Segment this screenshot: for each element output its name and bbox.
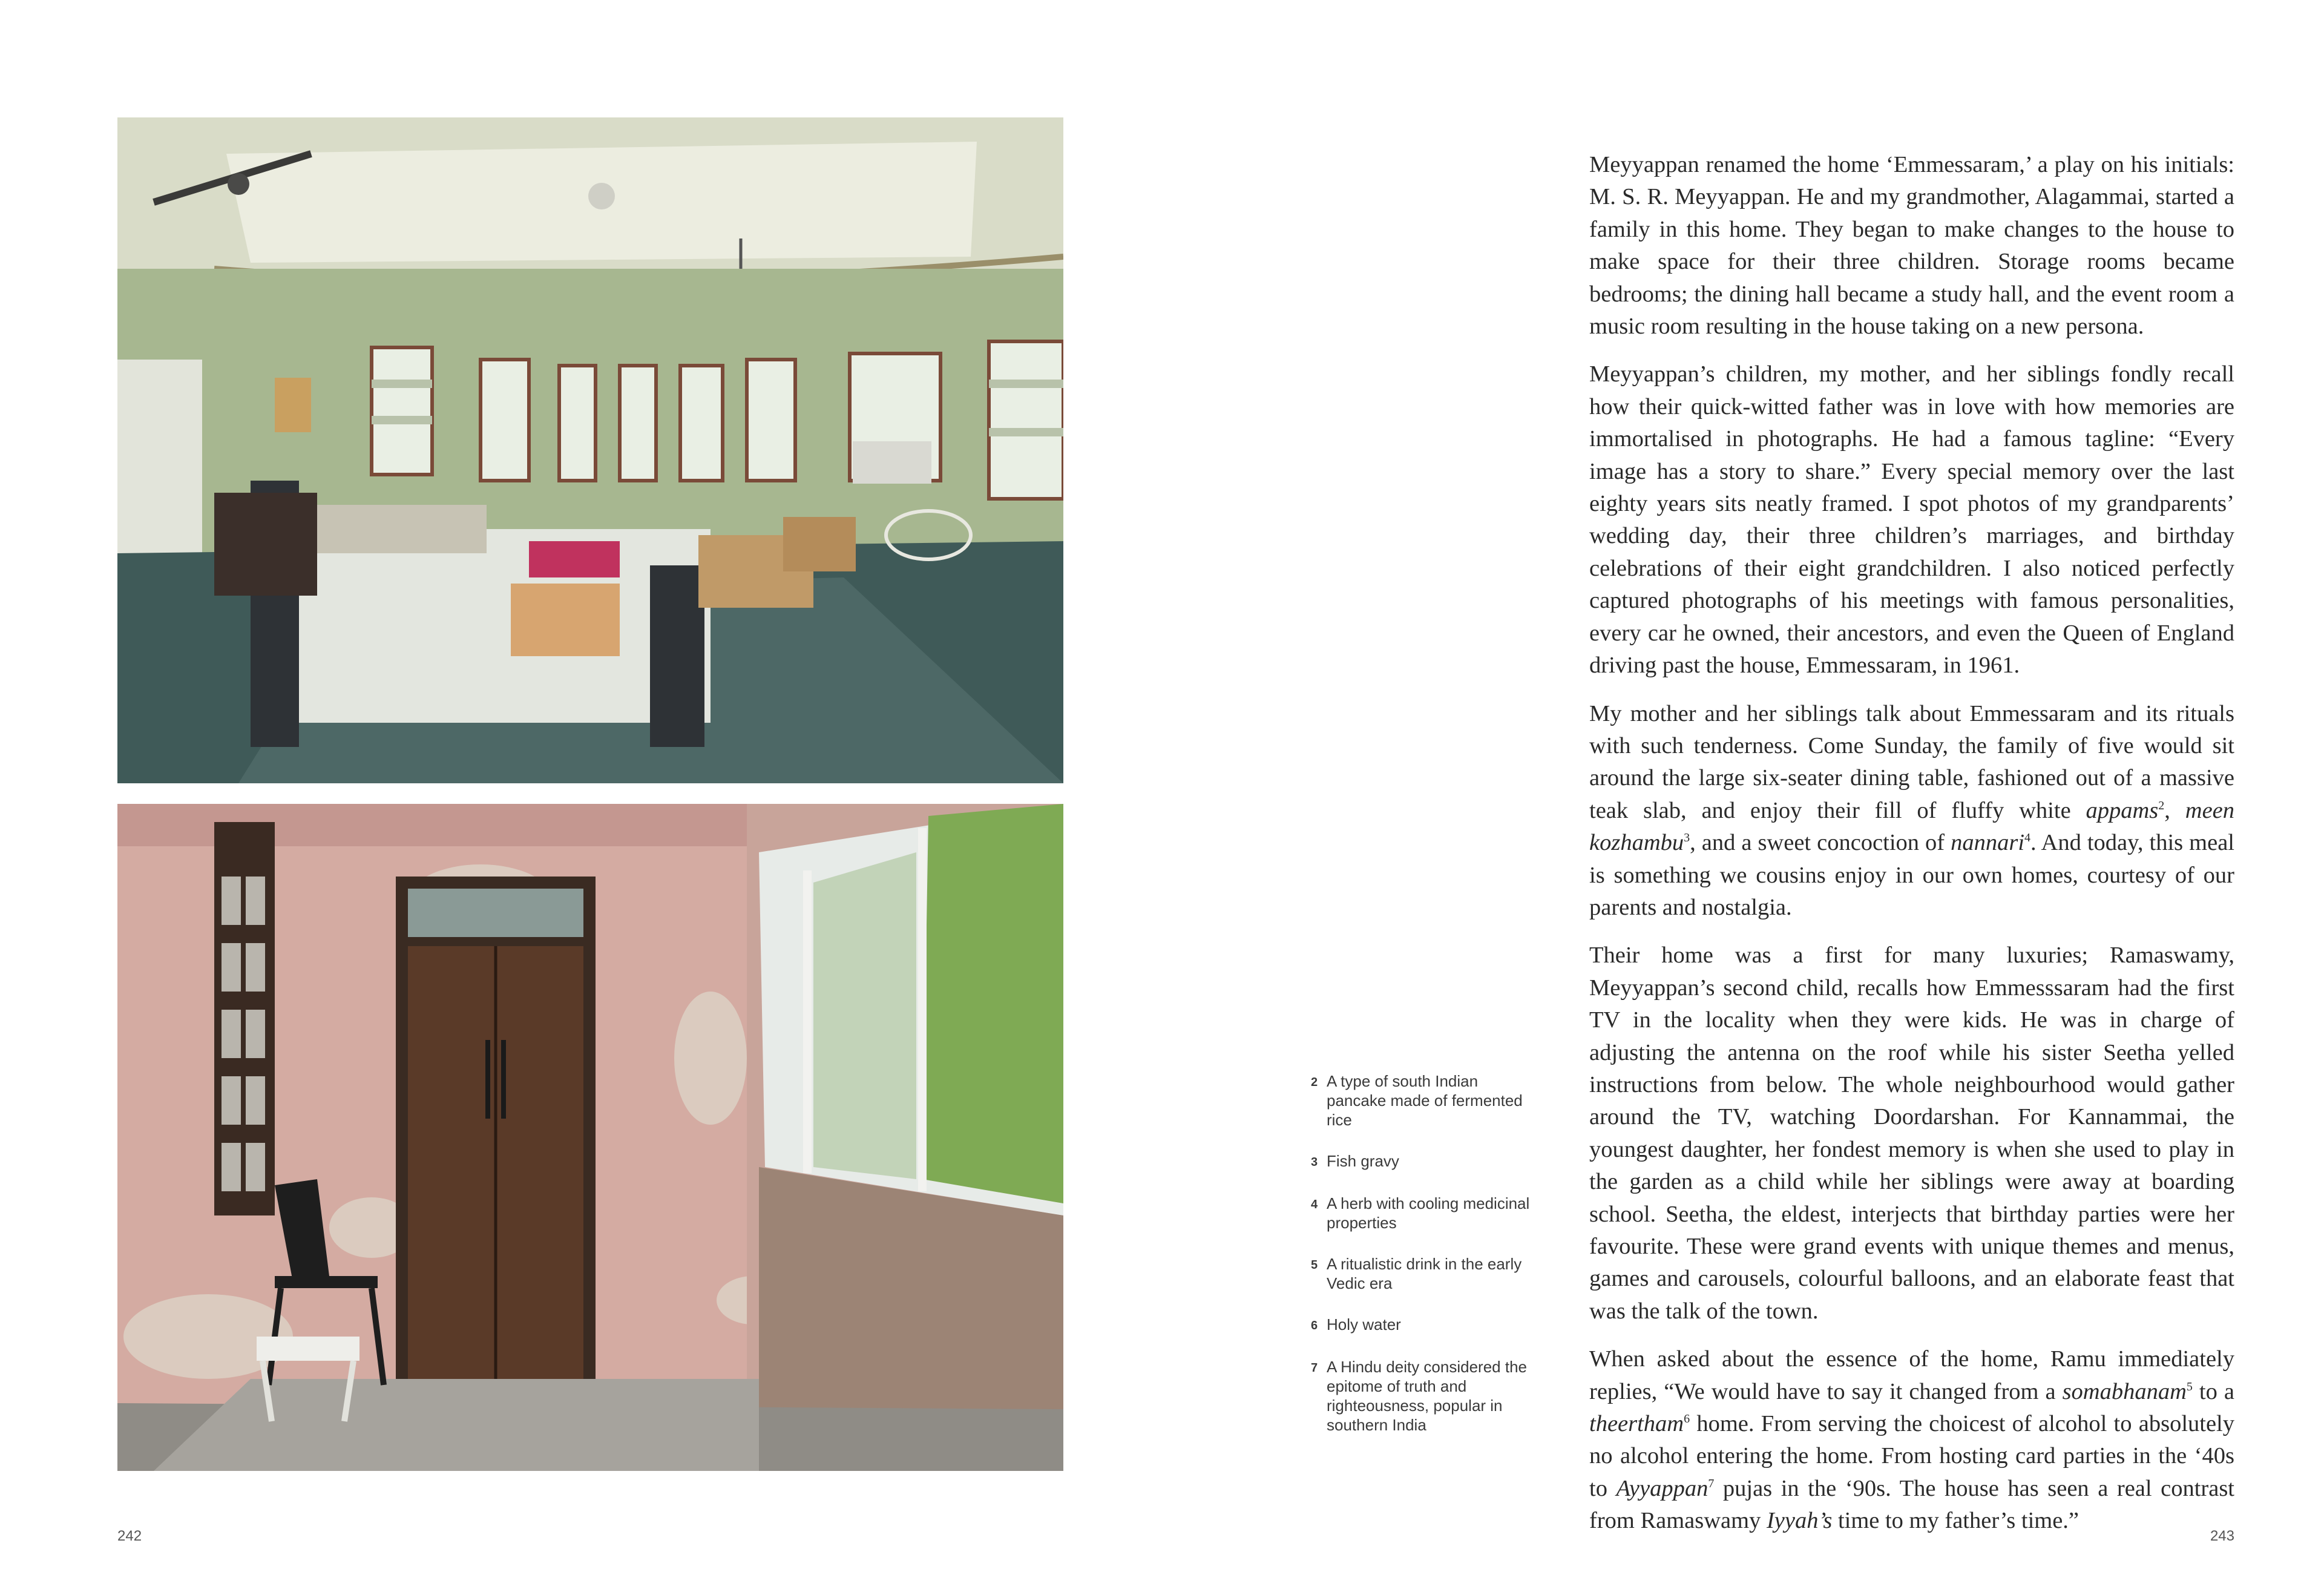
footnote-text: Holy water	[1327, 1315, 1401, 1334]
italic-term: nannari	[1951, 830, 2025, 856]
text-run: ,	[2164, 797, 2185, 823]
footnote	[1311, 1071, 1535, 1130]
footnote	[1311, 1151, 1535, 1172]
footnote-text: A Hindu deity considered the epitome of truth and righteousness, popular in southern India	[1327, 1358, 1527, 1434]
footnote-ref: 3	[1684, 831, 1690, 845]
text-run: When asked about the essence of the home, Ramu immediately replies, “We would have to say it changed from a	[1589, 1346, 2234, 1404]
text-run: My mother and her siblings talk about Emmessaram and its rituals with such tenderness. Come Sunday, the family of five would sit around the large six-seater dining table, fashioned out of a massive teak slab, and enjoy their fill of fluffy white	[1589, 700, 2234, 823]
footnote	[1311, 1315, 1535, 1335]
text-run: to a	[2192, 1378, 2234, 1404]
footnote-text: Fish gravy	[1327, 1152, 1399, 1170]
footnote-ref: 4	[2024, 831, 2031, 845]
article-body	[1589, 149, 2234, 1553]
corridor-photo	[117, 804, 1063, 1471]
italic-term: meen kozhambu	[1589, 797, 2234, 856]
footnote	[1311, 1194, 1535, 1232]
text-run: time to my father’s time.”	[1832, 1508, 2079, 1534]
footnote	[1311, 1357, 1535, 1435]
italic-term: somabhanam	[2062, 1378, 2187, 1404]
italic-term: Iyyah’s	[1766, 1508, 1833, 1534]
footnote-number: 4	[1311, 1198, 1318, 1211]
footnote-number: 6	[1311, 1319, 1318, 1332]
footnote-number: 5	[1311, 1258, 1318, 1272]
footnote-text: A type of south Indian pancake made of fermented rice	[1327, 1072, 1523, 1129]
footnote-number: 3	[1311, 1156, 1318, 1169]
footnote-number: 7	[1311, 1361, 1318, 1375]
footnote-ref: 2	[2158, 798, 2165, 812]
footnote-text: A herb with cooling medicinal properties	[1327, 1194, 1530, 1232]
paragraph: Meyyappan renamed the home ‘Emmessaram,’ a play on his initials: M. S. R. Meyyappan. He and my grandmother, Alagammai, started a family in this home. They began to make changes to the house to make space for their three children. Storage rooms became bedrooms; the dining hall became a study hall, and the event room a music room resulting in the house taking on a new persona.	[1589, 152, 2234, 340]
italic-term: appams	[2086, 797, 2159, 823]
text-run: pujas in the ‘90s. The house has seen a real contrast from Ramaswamy	[1589, 1475, 2235, 1534]
text-run: home. From serving the choicest of alcohol to absolutely no alcohol entering the home. From hosting card parties in the ‘40s to	[1589, 1411, 2234, 1501]
paragraph: Meyyappan’s children, my mother, and her siblings fondly recall how their quick-witted father was in love with how memories are immortalised in photographs. He had a famous tagline: “Every image has a story to share.” Every special memory over the last eighty years sits neatly framed. I spot photos of my grandparents’ wedding day, their three children’s marriages, and birthday celebrations of their eight grandchildren. I also noticed perfectly captured photographs of his meetings with famous personalities, every car he owned, their ancestors, and even the Queen of England driving past the house, Emmessaram, in 1961.	[1589, 361, 2234, 679]
text-run: , and a sweet concoction of	[1690, 830, 1951, 856]
paragraph: Their home was a first for many luxuries; Ramaswamy, Meyyappan’s second child, recalls how Emmesssaram had the first TV in the locality when they were kids. He was in charge of adjusting the antenna on the roof while his sister Seetha yelled instructions from below. The whole neighbourhood would gather around the TV, watching Doordarshan. For Kannammai, the youngest daughter, her fondest memory is when she used to play in the garden as a child while her siblings were away at boarding school. Seetha, the eldest, interjects that birthday parties were her favourite. These were grand events with unique themes and menus, games and carousels, colourful balloons, and an elaborate feast that was the talk of the town.	[1589, 942, 2234, 1324]
page-number-right: 243	[2210, 1528, 2234, 1544]
paragraph	[1589, 1343, 2234, 1537]
paragraph	[1589, 698, 2234, 924]
page-number-left: 242	[117, 1528, 142, 1544]
footnote-ref: 5	[2186, 1380, 2193, 1393]
text-run: . And today, this meal is something we cousins enjoy in our own homes, courtesy of our parents and nostalgia.	[1589, 830, 2234, 920]
bedroom-photo	[117, 117, 1063, 783]
footnote	[1311, 1254, 1535, 1293]
footnote-text: A ritualistic drink in the early Vedic era	[1327, 1255, 1522, 1292]
footnote-ref: 7	[1708, 1477, 1715, 1491]
footnotes	[1311, 1071, 1535, 1456]
footnote-ref: 6	[1684, 1412, 1690, 1426]
italic-term: Ayyappan	[1616, 1475, 1709, 1501]
footnote-number: 2	[1311, 1076, 1318, 1089]
italic-term: theertham	[1589, 1411, 1684, 1437]
